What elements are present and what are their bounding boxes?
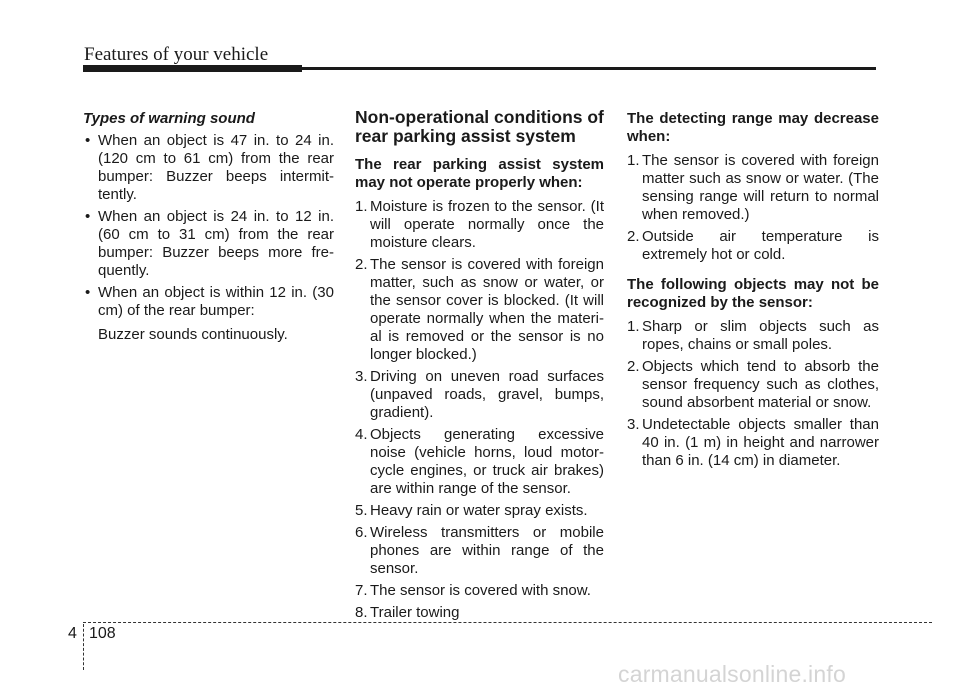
list-item (355, 368, 604, 422)
item-text: The sensor is covered with snow. (370, 582, 591, 599)
list-item (355, 198, 604, 252)
item-text: Heavy rain or water spray exists. (370, 502, 588, 519)
item-text: Outside air temperature is extremely hot or cold. (642, 228, 879, 263)
item-number: 4. (355, 426, 368, 443)
item-number: 1. (355, 198, 368, 215)
item-number: 1. (627, 318, 640, 335)
item-number: 2. (355, 256, 368, 273)
bullet-text: When an object is 24 in. to 12 in. (60 cm to 31 cm) from the rear bumper: Buzzer beeps more fre-quently. (98, 208, 334, 279)
list-item (83, 284, 334, 344)
list-item (627, 318, 879, 354)
list-item (355, 502, 604, 520)
item-text: The sensor is covered with foreign matter, such as snow or water, or the sensor cover is blocked. (It will operate normally when the materi-al is removed or the sensor is no longer blocked.) (370, 256, 604, 363)
list-item (83, 132, 334, 204)
list-item (627, 358, 879, 412)
item-number: 2. (627, 228, 640, 245)
list-item (627, 228, 879, 264)
column-middle (355, 107, 604, 634)
item-number: 8. (355, 604, 368, 621)
item-number: 5. (355, 502, 368, 519)
warning-sound-list (83, 132, 334, 344)
item-text: Moisture is frozen to the sensor. (It will operate normally once the moisture clears. (370, 198, 604, 251)
page-header-title: Features of your vehicle (84, 44, 269, 65)
list-item (627, 152, 879, 224)
item-text: Trailer towing (370, 604, 460, 621)
page-number: 108 (89, 625, 116, 642)
column-right (627, 110, 879, 482)
column-left (83, 110, 334, 348)
detecting-range-lead: The detecting range may decrease when: (627, 110, 879, 145)
item-number: 3. (627, 416, 640, 433)
footer-divider (83, 622, 932, 623)
list-item (83, 208, 334, 280)
header-accent-bar (83, 65, 302, 72)
bullet-text: When an object is within 12 in. (30 cm) of the rear bumper: (98, 284, 334, 319)
conditions-list (355, 198, 604, 622)
section-lead: The rear parking assist system may not operate properly when: (355, 156, 604, 191)
footer-vertical-divider (83, 624, 84, 670)
list-item (355, 582, 604, 600)
warning-sound-subheading: Types of warning sound (83, 110, 255, 127)
item-text: Objects generating excessive noise (vehicle horns, loud motor-cycle engines, or truck air brakes) are within range of the sensor. (370, 426, 604, 497)
chapter-number: 4 (68, 625, 77, 642)
list-item (355, 256, 604, 364)
item-number: 7. (355, 582, 368, 599)
item-number: 6. (355, 524, 368, 541)
item-text: Driving on uneven road surfaces (unpaved roads, gravel, bumps, gradient). (370, 368, 604, 421)
item-text: The sensor is covered with foreign matter such as snow or water. (The sensing range will return to normal when removed.) (642, 152, 879, 223)
item-text: Undetectable objects smaller than 40 in. (1 m) in height and narrower than 6 in. (14 cm) in diameter. (642, 416, 879, 469)
detecting-range-list (627, 152, 879, 264)
bullet-continuation: Buzzer sounds continuously. (98, 326, 288, 343)
section-title: Non-operational conditions of rear parking assist system (355, 107, 604, 146)
item-number: 3. (355, 368, 368, 385)
list-item (627, 416, 879, 470)
objects-list (627, 318, 879, 470)
item-number: 1. (627, 152, 640, 169)
item-text: Wireless transmitters or mobile phones are within range of the sensor. (370, 524, 604, 577)
objects-lead: The following objects may not be recognized by the sensor: (627, 276, 879, 311)
bullet-text: When an object is 47 in. to 24 in. (120 cm to 61 cm) from the rear bumper: Buzzer beeps intermit-tently. (98, 132, 334, 203)
list-item (355, 604, 604, 622)
item-text: Objects which tend to absorb the sensor frequency such as clothes, sound absorbent material or snow. (642, 358, 879, 411)
watermark: carmanualsonline.info (618, 661, 846, 687)
list-item (355, 524, 604, 578)
item-number: 2. (627, 358, 640, 375)
item-text: Sharp or slim objects such as ropes, chains or small poles. (642, 318, 879, 353)
list-item (355, 426, 604, 498)
